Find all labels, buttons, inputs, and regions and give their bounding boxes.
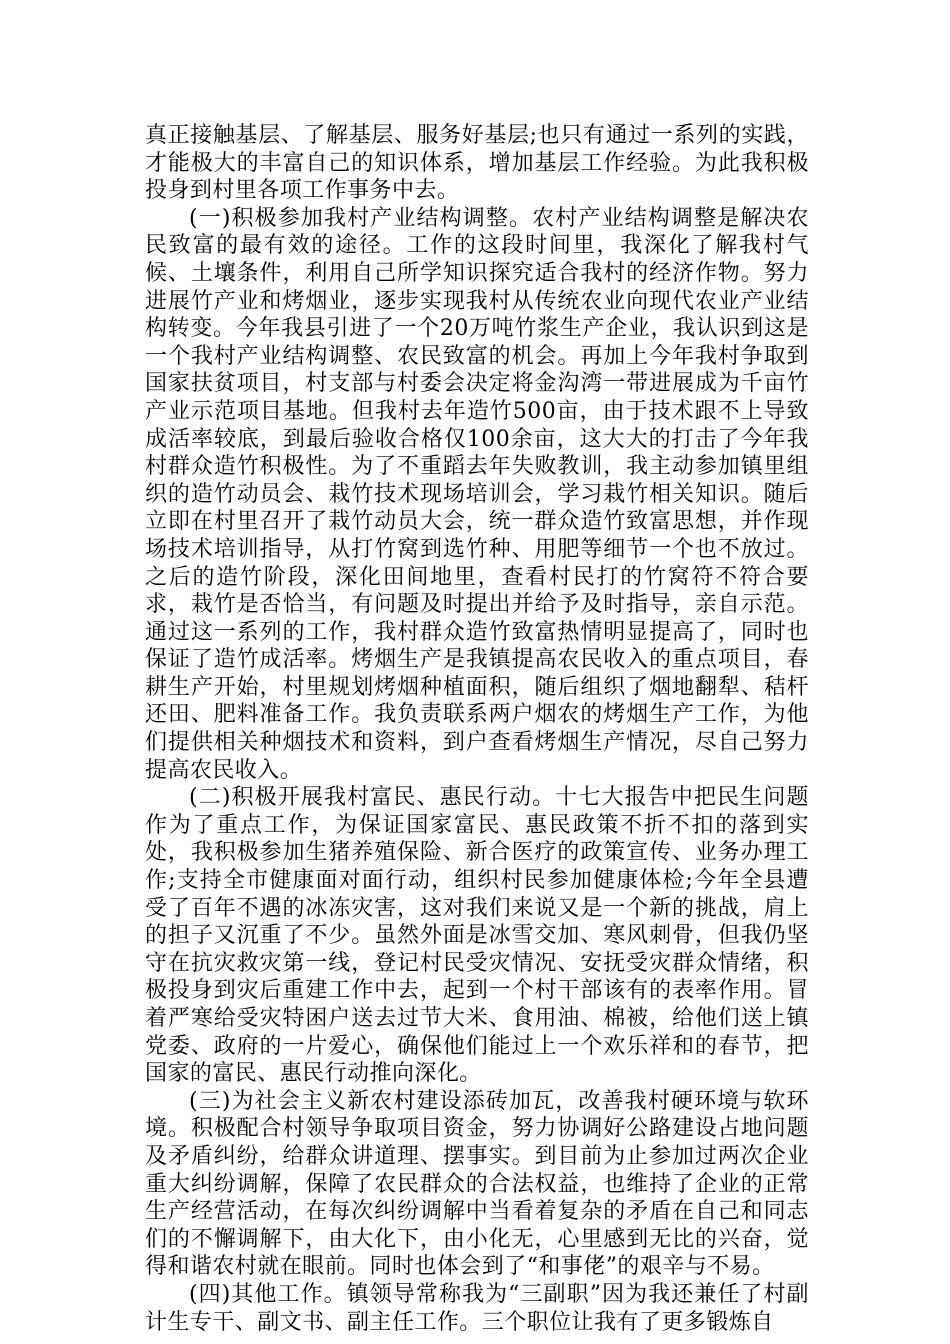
paragraph-section-4: (四)其他工作。镇领导常称我为“三副职”因为我还兼任了村副计生专干、副文书、副主任工作。三个职位让我有了更多锻炼自 — [145, 1281, 809, 1335]
paragraph-intro: 真正接触基层、了解基层、服务好基层;也只有通过一系列的实践，才能极大的丰富自己的知识体系，增加基层工作经验。为此我积极投身到村里各项工作事务中去。 — [145, 123, 809, 204]
document-page — [145, 122, 809, 1336]
paragraph-section-3: (三)为社会主义新农村建设添砖加瓦，改善我村硬环境与软环境。积极配合村领导争取项目资金，努力协调好公路建设占地问题及矛盾纠纷，给群众讲道理、摆事实。到目前为止参加过两次企业重大纠纷调解，保障了农民群众的合法权益，也维持了企业的正常生产经营活动，在每次纠纷调解中当看着复杂的矛盾在自己和同志们的不懈调解下，由大化下，由小化无，心里感到无比的兴奋，觉得和谐农村就在眼前。同时也体会到了“和事佬”的艰辛与不易。 — [145, 1088, 809, 1280]
paragraph-section-2: (二)积极开展我村富民、惠民行动。十七大报告中把民生问题作为了重点工作，为保证国家富民、惠民政策不折不扣的落到实处，我积极参加生猪养殖保险、新合医疗的政策宣传、业务办理工作;支持全市健康面对面行动，组织村民参加健康体检;今年全县遭受了百年不遇的冰冻灾害，这对我们来说又是一个新的挑战，肩上的担子又沉重了不少。虽然外面是冰雪交加、寒风刺骨，但我仍坚守在抗灾救灾第一线，登记村民受灾情况、安抚受灾群众情绪，积极投身到灾后重建工作中去，起到一个村干部该有的表率作用。冒着严寒给受灾特困户送去过节大米、食用油、棉被，给他们送上镇党委、政府的一片爱心，确保他们能过上一个欢乐祥和的春节，把国家的富民、惠民行动推向深化。 — [145, 785, 809, 1087]
paragraph-section-1: (一)积极参加我村产业结构调整。农村产业结构调整是解决农民致富的最有效的途径。工作的这段时间里，我深化了解我村气候、土壤条件，利用自己所学知识探究适合我村的经济作物。努力进展竹产业和烤烟业，逐步实现我村从传统农业向现代农业产业结构转变。今年我县引进了一个20万吨竹浆生产企业，我认识到这是一个我村产业结构调整、农民致富的机会。再加上今年我村争取到国家扶贫项目，村支部与村委会决定将金沟湾一带进展成为千亩竹产业示范项目基地。但我村去年造竹500亩，由于技术跟不上导致成活率较底，到最后验收合格仅100余亩，这大大的打击了今年我村群众造竹积极性。为了不重蹈去年失败教训，我主动参加镇里组织的造竹动员会、栽竹技术现场培训会，学习栽竹相关知识。随后立即在村里召开了栽竹动员大会，统一群众造竹致富思想，并作现场技术培训指导，从打竹窝到选竹种、用肥等细节一个也不放过。之后的造竹阶段，深化田间地里，查看村民打的竹窝符不符合要求，栽竹是否恰当，有问题及时提出并给予及时指导，亲自示范。通过这一系列的工作，我村群众造竹致富热情明显提高了，同时也保证了造竹成活率。烤烟生产是我镇提高农民收入的重点项目，春耕生产开始，村里规划烤烟种植面积，随后组织了烟地翻犁、秸杆还田、肥料准备工作。我负责联系两户烟农的烤烟生产工作，为他们提供相关种烟技术和资料，到户查看烤烟生产情况，尽自己努力提高农民收入。 — [145, 205, 809, 783]
